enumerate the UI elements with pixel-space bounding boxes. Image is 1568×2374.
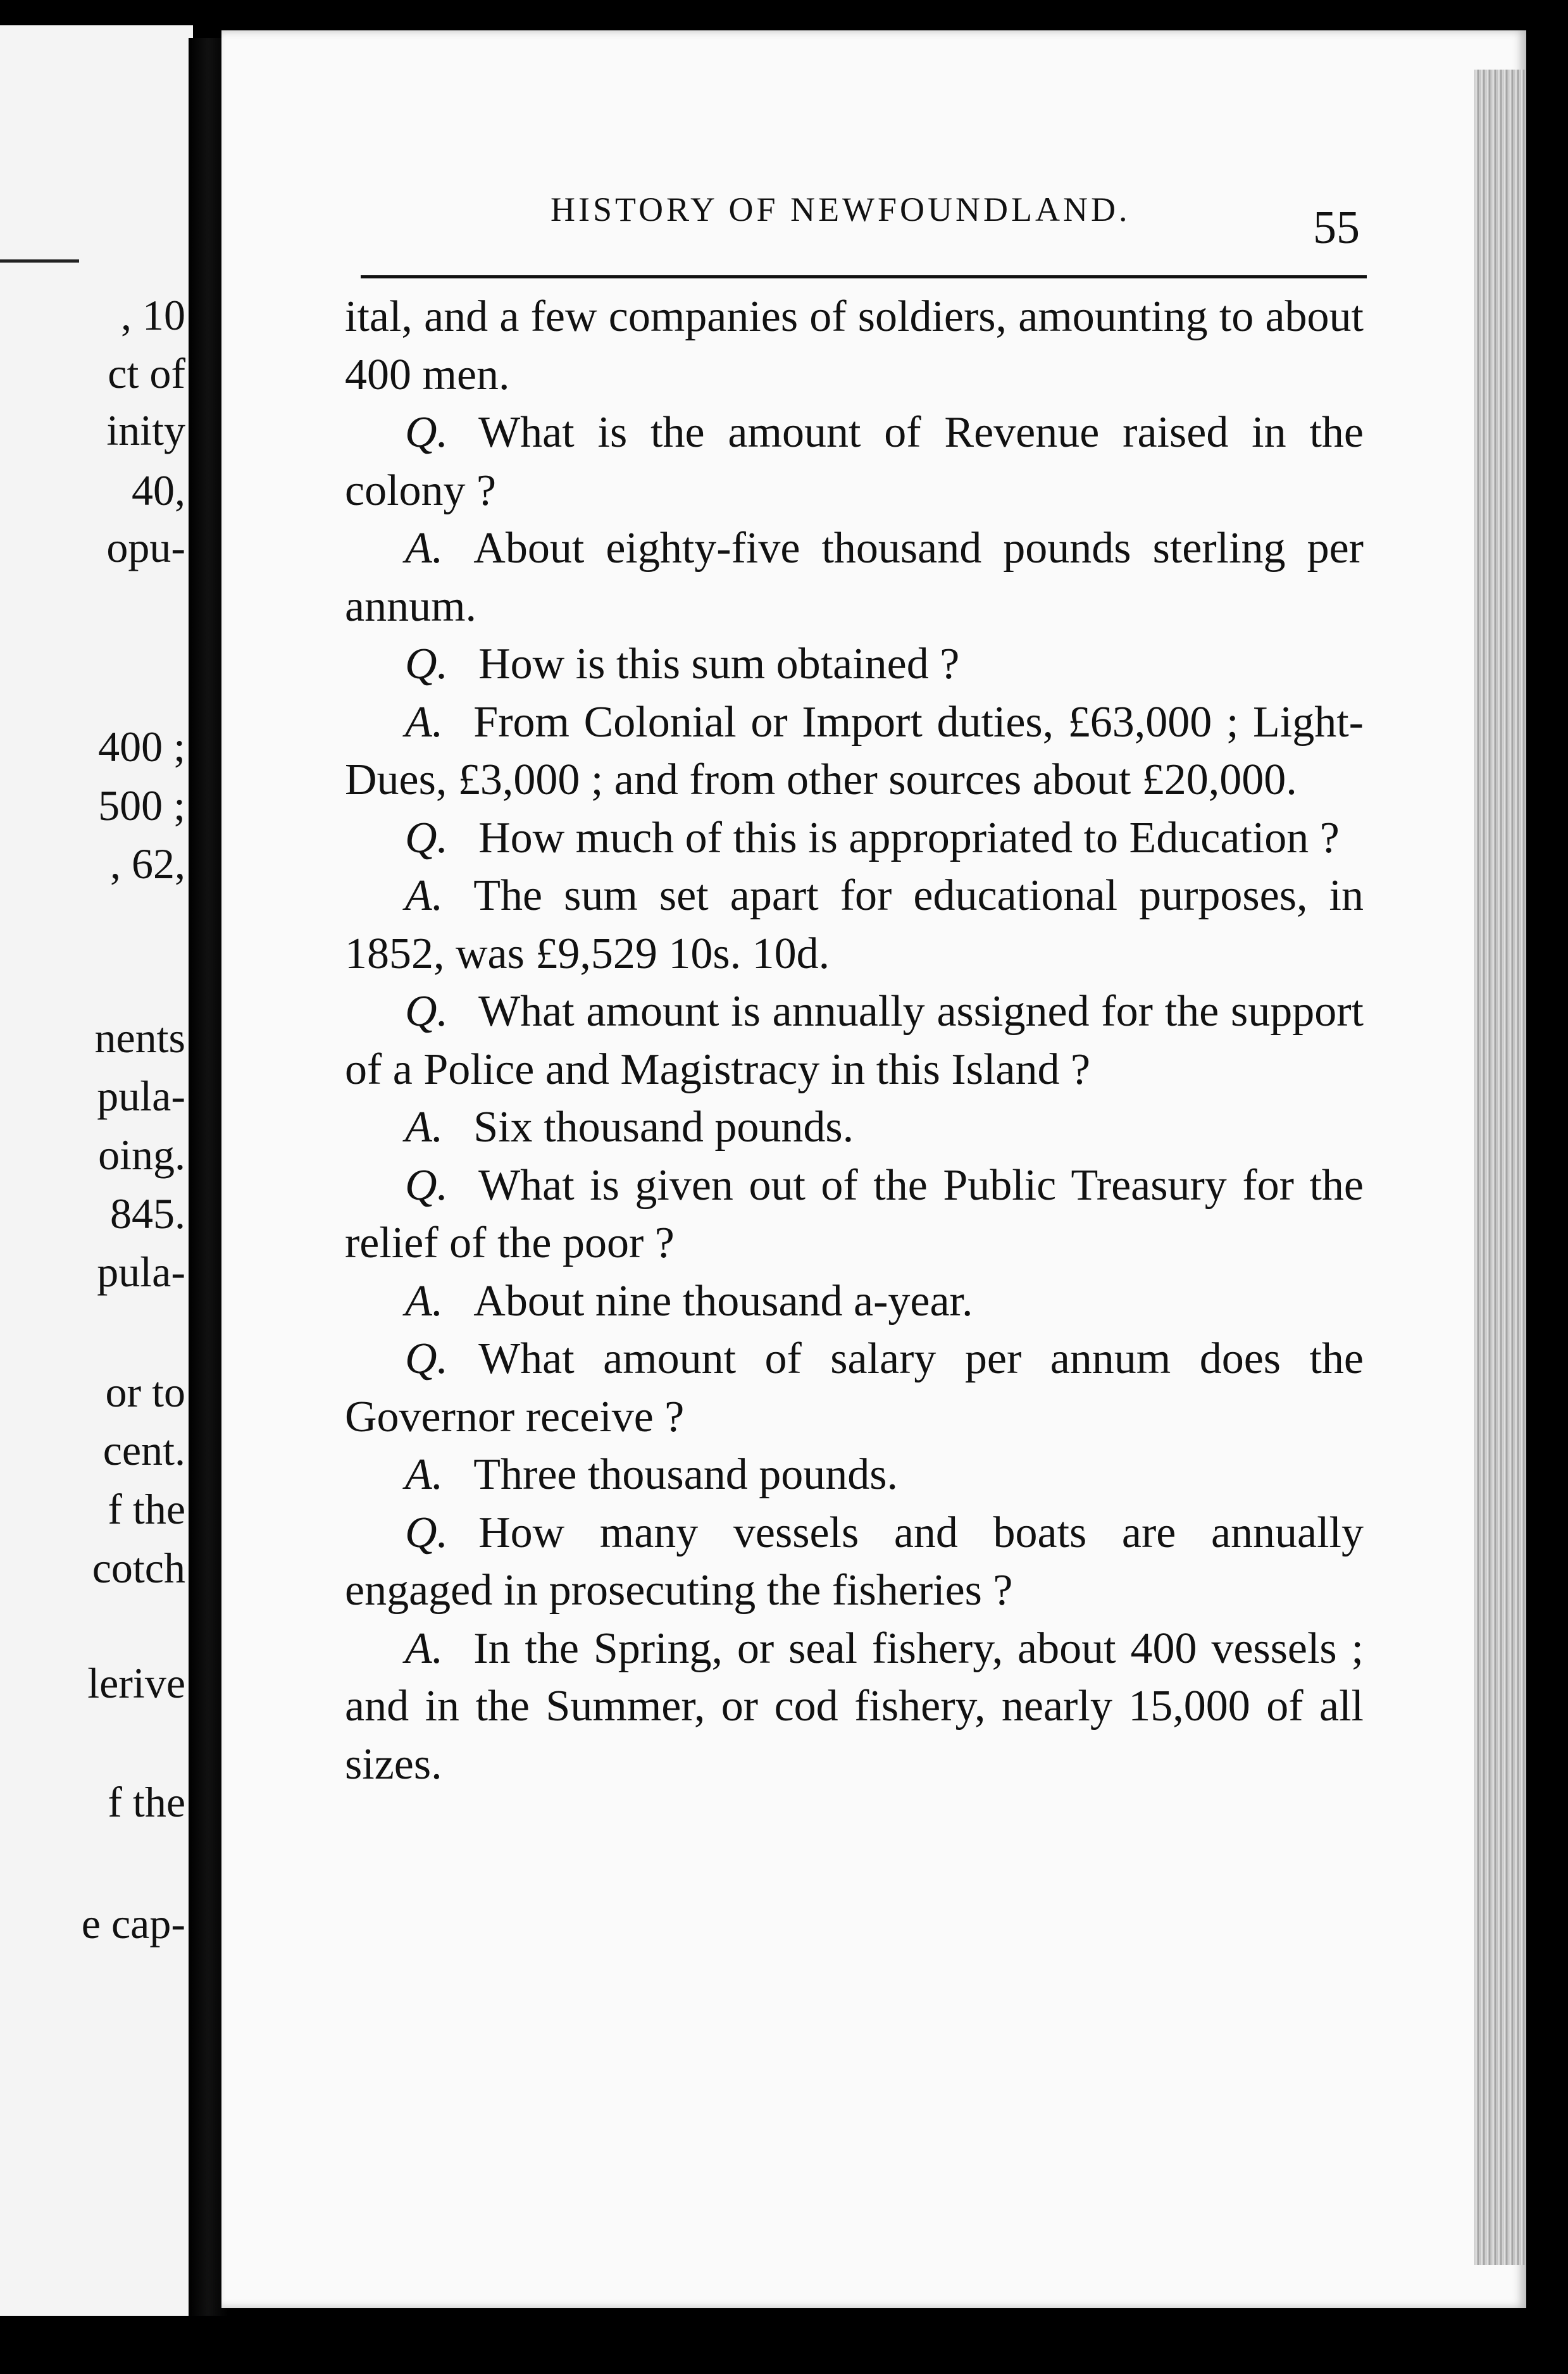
answer-paragraph — [345, 1098, 1364, 1157]
paragraph-text: What amount is annually assigned for the support of a Police and Magistracy in this Island ? — [345, 987, 1364, 1094]
left-page-line: pula- — [97, 1248, 185, 1296]
left-page-line: , 10 — [121, 291, 185, 339]
paragraph-text: How many vessels and boats are annually engaged in prosecuting the fisheries ? — [345, 1508, 1364, 1615]
left-page-line: 400 ; — [98, 723, 185, 771]
page-body — [345, 288, 1364, 1793]
speaker-label: Q. — [405, 640, 449, 688]
left-page-line: 500 ; — [98, 781, 185, 830]
left-page-line: cent. — [103, 1426, 185, 1474]
left-page-line: opu- — [106, 523, 185, 571]
left-page-line: oing. — [98, 1131, 185, 1179]
left-page-line: inity — [106, 406, 185, 454]
paragraph-text: From Colonial or Import duties, £63,000 ; Light-Dues, £3,000 ; and from other sources about £20,000. — [345, 697, 1364, 804]
left-page-line: lerive — [87, 1659, 185, 1707]
question-paragraph — [345, 1157, 1364, 1272]
paragraph-text: How much of this is appropriated to Education ? — [478, 813, 1340, 862]
speaker-label: Q. — [405, 813, 449, 862]
speaker-label: Q. — [405, 987, 449, 1036]
paragraph-text: What amount of salary per annum does the Governor receive ? — [345, 1334, 1364, 1441]
speaker-label: A. — [405, 871, 444, 920]
left-page-line: f the — [108, 1485, 185, 1533]
left-page — [0, 25, 193, 2316]
speaker-label: A. — [405, 1450, 444, 1499]
paragraph-text: What is given out of the Public Treasury for the relief of the poor ? — [345, 1160, 1364, 1267]
speaker-label: A. — [405, 1103, 444, 1152]
left-page-line: nents — [94, 1014, 185, 1062]
left-page-line: , 62, — [110, 840, 185, 888]
left-page-line: f the — [108, 1778, 185, 1826]
speaker-label: Q. — [405, 408, 449, 457]
left-page-line: or to — [105, 1368, 185, 1416]
speaker-label: A. — [405, 697, 444, 747]
answer-paragraph — [345, 867, 1364, 983]
speaker-label: Q. — [405, 1334, 449, 1383]
question-paragraph — [345, 809, 1364, 867]
speaker-label: A. — [405, 1624, 444, 1673]
speaker-label: Q. — [405, 1160, 449, 1210]
left-page-line: cotch — [92, 1544, 185, 1592]
paragraph-text: Three thousand pounds. — [473, 1450, 898, 1499]
page-number: 55 — [1313, 202, 1360, 254]
paragraph-text: About eighty-five thousand pounds sterling per annum. — [345, 524, 1364, 631]
question-paragraph — [345, 1330, 1364, 1446]
speaker-label: A. — [405, 1276, 444, 1326]
speaker-label: Q. — [405, 1508, 449, 1557]
running-head: HISTORY OF NEWFOUNDLAND. — [551, 190, 1131, 228]
left-page-line: ct of — [108, 349, 185, 397]
paragraph-text: How is this sum obtained ? — [478, 640, 960, 688]
answer-paragraph — [345, 1446, 1364, 1504]
question-paragraph — [345, 404, 1364, 519]
question-paragraph — [345, 1504, 1364, 1620]
left-page-line: pula- — [97, 1072, 185, 1120]
left-page-line: e cap- — [81, 1899, 185, 1948]
answer-paragraph — [345, 1272, 1364, 1331]
paragraph-text: Six thousand pounds. — [473, 1103, 854, 1152]
question-paragraph — [345, 635, 1364, 693]
paragraph-text: The sum set apart for educational purposes, in 1852, was £9,529 10s. 10d. — [345, 871, 1364, 978]
left-page-rule — [0, 259, 79, 263]
answer-paragraph — [345, 693, 1364, 809]
left-page-line: 40, — [132, 466, 185, 514]
answer-paragraph — [345, 1620, 1364, 1794]
paragraph-text: In the Spring, or seal fishery, about 400 vessels ; and in the Summer, or cod fishery, nearly 15,000 of all sizes. — [345, 1624, 1364, 1789]
left-page-line: 845. — [110, 1190, 185, 1238]
answer-paragraph — [345, 519, 1364, 635]
speaker-label: A. — [405, 524, 444, 573]
question-paragraph — [345, 983, 1364, 1098]
opening-paragraph: ital, and a few companies of soldiers, amounting to about 400 men. — [345, 292, 1364, 399]
header-rule — [361, 275, 1367, 278]
page-edge-stack — [1474, 70, 1525, 2265]
paragraph-text: What is the amount of Revenue raised in the colony ? — [345, 408, 1364, 515]
paragraph-text: About nine thousand a-year. — [473, 1276, 973, 1326]
